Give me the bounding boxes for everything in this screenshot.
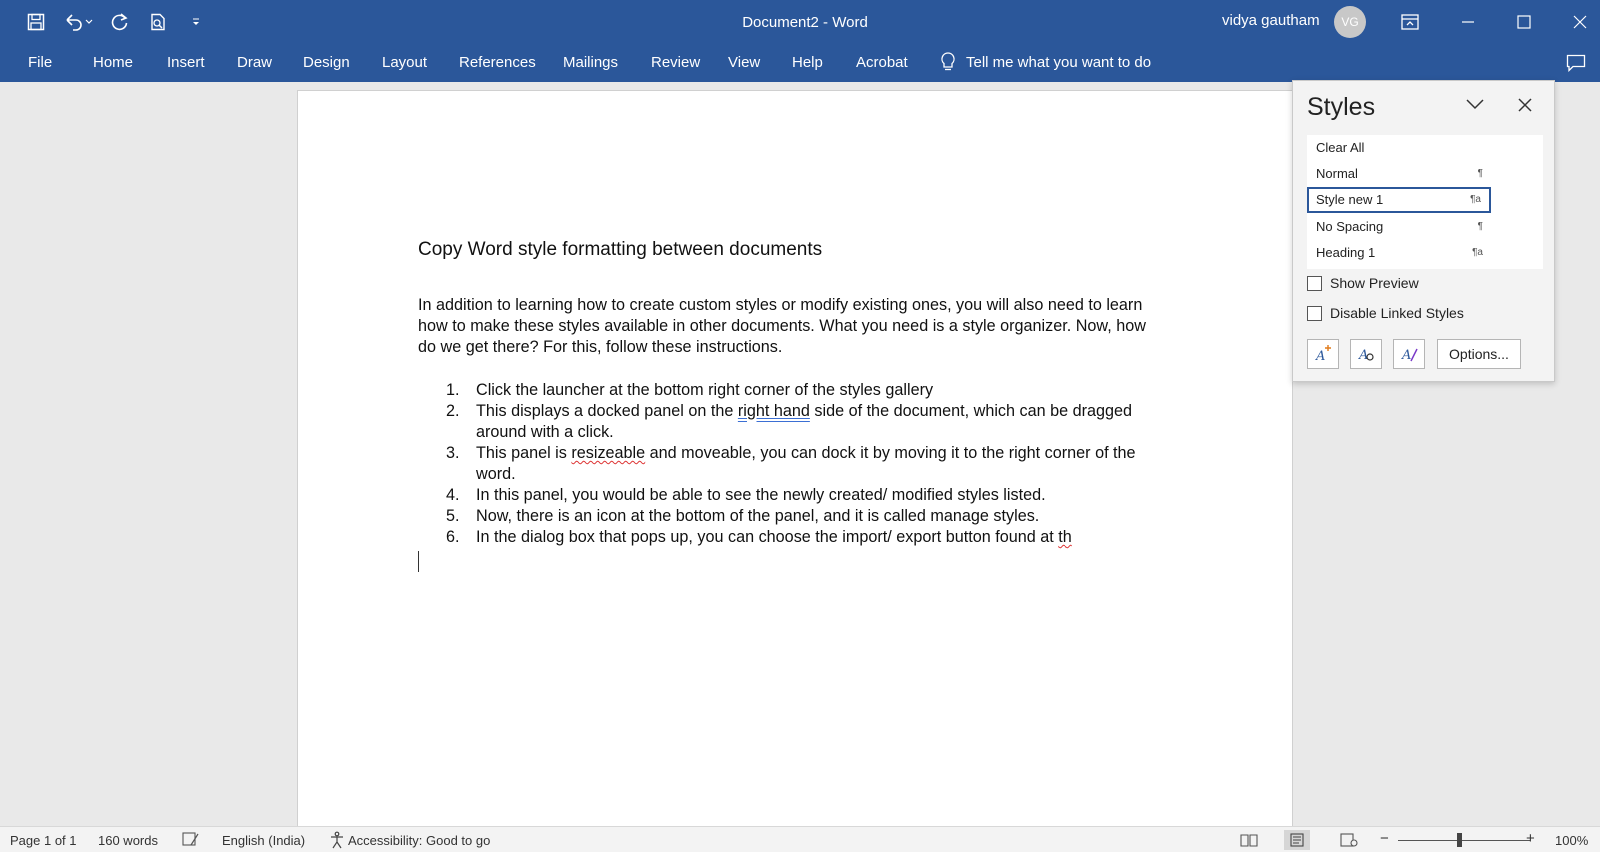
document-paragraph: In addition to learning how to create custom styles or modify existing ones, you will also need to learn how to make these styles available in other documents. What you need is a style organizer. Now, how do we get there? For this, follow these instructions.	[418, 296, 1146, 356]
tab-draw[interactable]: Draw	[237, 54, 273, 71]
zoom-slider-thumb[interactable]	[1457, 833, 1462, 847]
checkbox-box[interactable]	[1307, 306, 1322, 321]
accessibility-status[interactable]: Accessibility: Good to go	[348, 833, 491, 848]
linked-style-icon: ¶a	[1470, 194, 1481, 205]
minimize-icon[interactable]	[1448, 6, 1488, 38]
zoom-in-icon[interactable]: +	[1526, 830, 1535, 847]
page-count[interactable]: Page 1 of 1	[10, 833, 77, 848]
manage-styles-button[interactable]	[1393, 339, 1425, 369]
tab-review[interactable]: Review	[651, 54, 701, 71]
style-clear-all[interactable]: Clear All	[1316, 140, 1365, 155]
manage-styles-icon	[1399, 345, 1419, 363]
zoom-out-icon[interactable]: −	[1380, 830, 1389, 847]
tab-file[interactable]: File	[28, 54, 53, 71]
ribbon-display-options-icon[interactable]	[1390, 6, 1430, 38]
tell-me-text: Tell me what you want to do	[966, 53, 1152, 71]
checkbox-box[interactable]	[1307, 276, 1322, 291]
maximize-icon[interactable]	[1504, 6, 1544, 38]
tab-design[interactable]: Design	[303, 54, 350, 71]
avatar[interactable]: VG	[1334, 6, 1366, 38]
paragraph-mark-icon: ¶	[1477, 168, 1483, 179]
style-new-1[interactable]: Style new 1 ¶a	[1307, 187, 1491, 213]
list-number: 4.	[446, 486, 460, 504]
ribbon-tabs	[0, 44, 1600, 82]
status-bar	[0, 826, 1600, 852]
close-icon[interactable]	[1517, 97, 1533, 118]
list-item	[446, 506, 1166, 527]
chevron-down-icon[interactable]	[1465, 97, 1485, 116]
list-item	[446, 485, 1166, 506]
paragraph-mark-icon: ¶	[1477, 221, 1483, 232]
list-text: Now, there is an icon at the bottom of the panel, and it is called manage styles.	[476, 507, 1040, 525]
title-bar	[0, 0, 1600, 44]
options-button[interactable]: Options...	[1437, 339, 1521, 369]
tab-acrobat[interactable]: Acrobat	[856, 54, 908, 71]
list-item	[446, 527, 1166, 548]
style-no-spacing[interactable]: No Spacing ¶	[1307, 214, 1491, 240]
styles-pane-title: Styles	[1307, 93, 1376, 121]
style-heading-1[interactable]: Heading 1 ¶a	[1307, 240, 1491, 266]
list-text: This panel is resizeable and moveable, you can dock it by moving it to the right corner of the word.	[476, 444, 1136, 483]
new-style-icon	[1313, 345, 1333, 363]
window-title: Document2 - Word	[742, 14, 868, 31]
list-number: 3.	[446, 444, 460, 462]
show-preview-label: Show Preview	[1330, 275, 1419, 291]
spelling-mark[interactable]: th	[1058, 528, 1072, 546]
list-number: 6.	[446, 528, 460, 546]
list-item	[446, 401, 1166, 443]
spelling-mark[interactable]: resizeable	[571, 444, 646, 462]
tell-me-search[interactable]	[940, 52, 1151, 72]
list-number: 1.	[446, 381, 460, 399]
style-list	[1307, 135, 1543, 269]
list-number: 5.	[446, 507, 460, 525]
list-text: Click the launcher at the bottom right corner of the styles gallery	[476, 381, 934, 399]
svg-text:A: A	[1359, 348, 1369, 363]
style-normal[interactable]: Normal ¶	[1307, 161, 1491, 187]
numbered-list	[446, 380, 1166, 548]
tab-references[interactable]: References	[459, 54, 536, 71]
proofing-icon[interactable]	[182, 831, 200, 850]
svg-text:A: A	[1402, 348, 1412, 363]
accessibility-icon[interactable]	[328, 831, 346, 852]
text-cursor	[418, 551, 419, 572]
tab-home[interactable]: Home	[93, 54, 134, 71]
disable-linked-styles-label: Disable Linked Styles	[1330, 305, 1464, 321]
svg-text:A: A	[1316, 349, 1326, 363]
word-count[interactable]: 160 words	[98, 833, 158, 848]
comments-icon[interactable]	[1566, 54, 1586, 77]
list-number: 2.	[446, 402, 460, 420]
new-style-button[interactable]	[1307, 339, 1339, 369]
grammar-mark[interactable]: right hand	[737, 402, 810, 420]
zoom-level[interactable]: 100%	[1555, 833, 1589, 848]
disable-linked-styles-checkbox[interactable]	[1307, 305, 1464, 321]
linked-style-icon: ¶a	[1472, 247, 1483, 258]
tab-view[interactable]: View	[728, 54, 761, 71]
styles-pane[interactable]	[1292, 80, 1555, 382]
list-text: In the dialog box that pops up, you can choose the import/ export button found at th	[476, 528, 1072, 546]
user-name[interactable]: vidya gautham	[1222, 12, 1320, 29]
show-preview-checkbox[interactable]	[1307, 275, 1419, 291]
tab-layout[interactable]: Layout	[382, 54, 428, 71]
read-mode-icon[interactable]	[1236, 830, 1262, 850]
list-item	[446, 380, 1166, 401]
document-heading: Copy Word style formatting between documents	[418, 239, 823, 260]
lightbulb-icon	[940, 52, 956, 72]
style-inspector-icon	[1356, 345, 1376, 363]
style-inspector-button[interactable]	[1350, 339, 1382, 369]
list-text: This displays a docked panel on the right hand side of the document, which can be dragged around with a click.	[476, 402, 1133, 441]
tab-mailings[interactable]: Mailings	[563, 54, 619, 71]
list-item	[446, 443, 1166, 485]
tab-help[interactable]: Help	[792, 54, 823, 71]
close-icon[interactable]	[1560, 6, 1600, 38]
document-page[interactable]	[297, 90, 1293, 830]
print-layout-icon[interactable]	[1284, 830, 1310, 850]
tab-insert[interactable]: Insert	[167, 54, 205, 71]
web-layout-icon[interactable]	[1336, 830, 1362, 850]
list-text: In this panel, you would be able to see the newly created/ modified styles listed.	[476, 486, 1046, 504]
language[interactable]: English (India)	[222, 833, 306, 848]
zoom-slider[interactable]	[1398, 840, 1530, 841]
